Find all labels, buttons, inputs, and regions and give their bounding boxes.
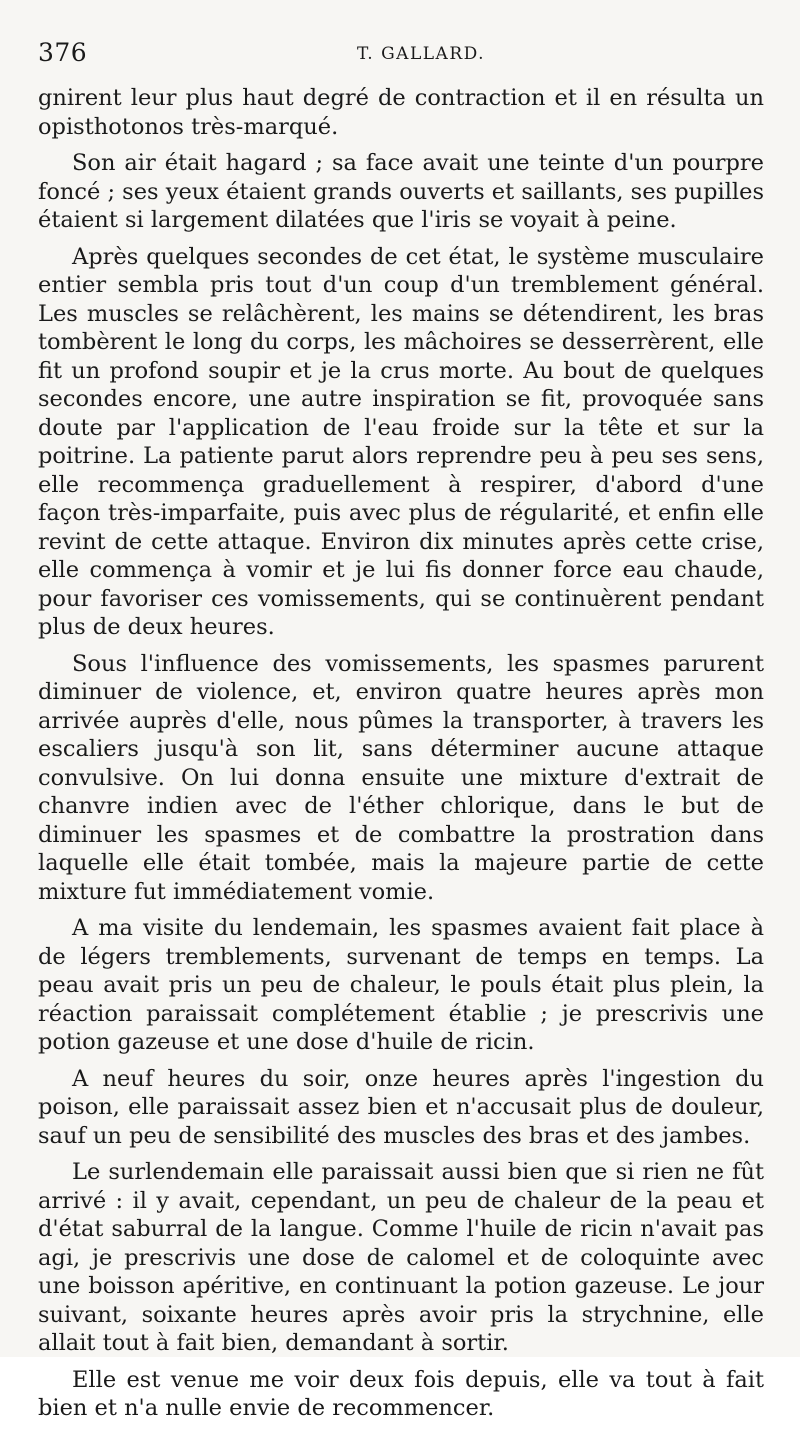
- paragraph: gnirent leur plus haut degré de contraction et il en résulta un opisthotonos très-marqué.: [38, 85, 764, 140]
- page-header: [38, 38, 764, 74]
- paragraph: Après quelques secondes de cet état, le système musculaire entier sembla pris tout d'un coup d'un tremblement général. Les muscles se relâchèrent, les mains se détendirent, les bras tombèrent le long du corps, les mâchoires se desserrèrent, elle fit un profond soupir et je la crus morte. Au bout de quelques secondes encore, une autre inspiration se fit, provoquée sans doute par l'application de l'eau froide sur la tête et sur la poitrine. La patiente parut alors reprendre peu à peu ses sens, elle recommença graduellement à respirer, d'abord d'une façon très-imparfaite, puis avec plus de régularité, et enfin elle revint de cette attaque. Environ dix minutes après cette crise, elle commença à vomir et je lui fis donner force eau chaude, pour favoriser ces vomissements, qui se continuèrent pendant plus de deux heures.: [38, 243, 764, 640]
- paragraph: Elle est venue me voir deux fois depuis, elle va tout à fait bien et n'a nulle envie de recommencer.: [38, 1366, 764, 1421]
- page-number: 376: [38, 38, 88, 67]
- paragraph: A ma visite du lendemain, les spasmes avaient fait place à de légers tremblements, survenant de temps en temps. La peau avait pris un peu de chaleur, le pouls était plus plein, la réaction paraissait complétement établie ; je prescrivis une potion gazeuse et une dose d'huile de ricin.: [38, 915, 764, 1055]
- paragraph: Sous l'influence des vomissements, les spasmes parurent diminuer de violence, et, environ quatre heures après mon arrivée auprès d'elle, nous pûmes la transporter, à travers les escaliers jusqu'à son lit, sans déterminer aucune attaque convulsive. On lui donna ensuite une mixture d'extrait de chanvre indien avec de l'éther chlorique, dans le but de diminuer les spasmes et de combattre la prostration dans laquelle elle était tombée, mais la majeure partie de cette mixture fut immédiatement vomie.: [38, 650, 764, 905]
- paragraph: Le surlendemain elle paraissait aussi bien que si rien ne fût arrivé : il y avait, cependant, un peu de chaleur de la peau et d'état saburral de la langue. Comme l'huile de ricin n'avait pas agi, je prescrivis une dose de calomel et de coloquinte avec une boisson apéritive, en continuant la potion gazeuse. Le jour suivant, soixante heures après avoir pris la strychnine, elle allait tout à fait bien, demandant à sortir.: [38, 1159, 764, 1356]
- running-head: T. GALLARD.: [356, 44, 486, 64]
- paragraph: A neuf heures du soir, onze heures après l'ingestion du poison, elle paraissait assez bien et n'accusait plus de douleur, sauf un peu de sensibilité des muscles des bras et des jambes.: [38, 1065, 764, 1149]
- paragraph: Son air était hagard ; sa face avait une teinte d'un pourpre foncé ; ses yeux étaient grands ouverts et saillants, ses pupilles étaient si largement dilatées que l'iris se voyait à peine.: [38, 150, 764, 233]
- body-text: [38, 84, 764, 1431]
